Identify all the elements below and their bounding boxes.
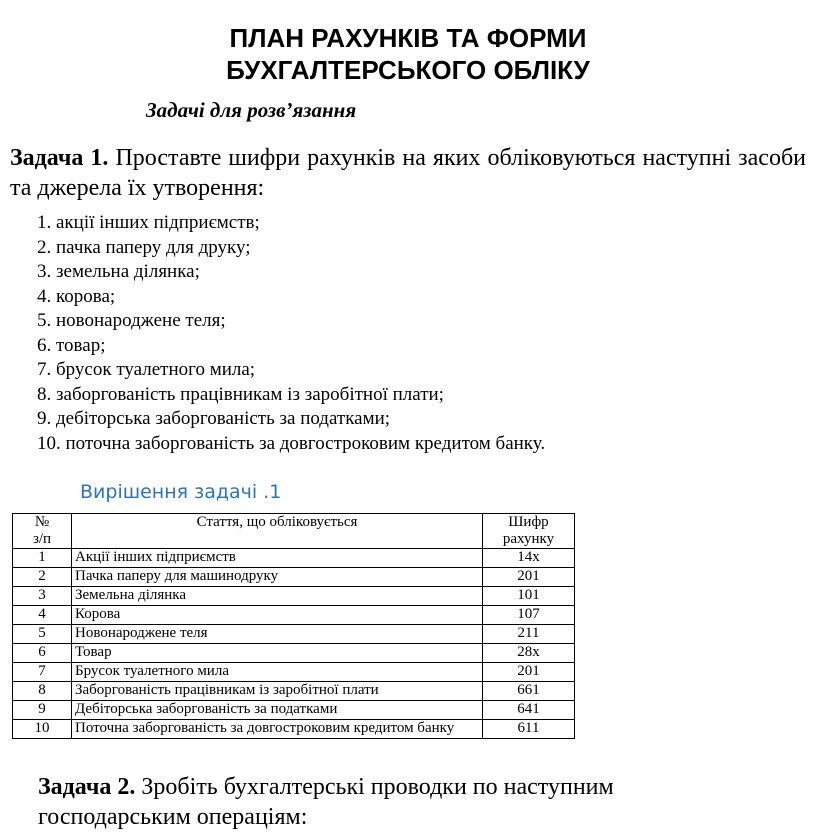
row-number: 5 [13, 625, 72, 644]
row-number: 2 [13, 568, 72, 587]
table-row [13, 720, 575, 739]
list-item: 8. заборгованість працівникам із заробітної плати; [37, 383, 444, 405]
row-account-code: 101 [483, 587, 575, 606]
list-item: 9. дебіторська заборгованість за податками; [37, 408, 391, 429]
task-1-statement [10, 143, 806, 203]
row-item: Заборгованість працівникам із заробітної плати [72, 682, 483, 701]
row-item: Новонароджене теля [72, 625, 483, 644]
row-item: Земельна ділянка [72, 587, 483, 606]
table-row [13, 644, 575, 663]
row-item: Акції інших підприємств [72, 549, 483, 568]
table-row [13, 682, 575, 701]
row-account-code: 611 [483, 720, 575, 739]
table-row [13, 587, 575, 606]
row-account-code: 661 [483, 682, 575, 701]
row-number: 1 [13, 549, 72, 568]
header-number-line-2: з/п [32, 531, 52, 547]
title-line-1: ПЛАН РАХУНКІВ ТА ФОРМИ [229, 23, 587, 53]
table-row [13, 663, 575, 682]
row-account-code: 201 [483, 663, 575, 682]
table-row [13, 549, 575, 568]
table-row [13, 625, 575, 644]
subtitle: Задачі для розв’язання [146, 98, 357, 122]
list-item: 6. товар; [37, 334, 106, 356]
list-item: 10. поточна заборгованість за довгостроковим кредитом банку. [37, 432, 546, 454]
row-number: 10 [13, 720, 72, 739]
table-row [13, 568, 575, 587]
row-account-code: 28х [483, 644, 575, 663]
list-item: 3. земельна ділянка; [37, 261, 200, 282]
table-header [13, 514, 575, 549]
row-item: Товар [72, 644, 483, 663]
row-number: 4 [13, 606, 72, 625]
task-2-label: Задача 2. [38, 774, 136, 800]
page-title [0, 22, 816, 86]
list-item: 4. корова; [37, 285, 116, 307]
task-1-text: Проставте шифри рахунків на яких обліковуються наступні засоби та джерела їх утворення: [10, 145, 806, 201]
task-1-label: Задача 1. [10, 145, 109, 171]
row-account-code: 641 [483, 701, 575, 720]
row-item: Дебіторська заборгованість за податками [72, 701, 483, 720]
list-item: 7. брусок туалетного мила; [37, 359, 256, 380]
row-item: Поточна заборгованість за довгостроковим кредитом банку [72, 720, 483, 739]
row-number: 7 [13, 663, 72, 682]
list-item: 5. новонароджене теля; [37, 310, 226, 331]
solution-heading: Вирішення задачі .1 [80, 481, 282, 503]
header-number [13, 514, 72, 549]
accounts-table [12, 513, 575, 739]
table-row [13, 701, 575, 720]
header-code-line-1: Шифр [508, 514, 549, 530]
title-line-2: БУХГАЛТЕРСЬКОГО ОБЛІКУ [226, 55, 590, 85]
row-number: 9 [13, 701, 72, 720]
row-number: 3 [13, 587, 72, 606]
row-account-code: 201 [483, 568, 575, 587]
header-number-line-1: № [34, 514, 50, 530]
header-code-line-2: рахунку [502, 531, 555, 547]
row-account-code: 14х [483, 549, 575, 568]
row-account-code: 107 [483, 606, 575, 625]
list-item: 2. пачка паперу для друку; [37, 236, 251, 258]
table-row [13, 606, 575, 625]
task-1-items [37, 211, 545, 456]
row-item: Брусок туалетного мила [72, 663, 483, 682]
task-2-statement [38, 772, 678, 832]
row-account-code: 211 [483, 625, 575, 644]
row-number: 8 [13, 682, 72, 701]
row-number: 6 [13, 644, 72, 663]
row-item: Корова [72, 606, 483, 625]
task-2-text: Зробіть бухгалтерські проводки по наступним господарським операціям: [38, 774, 614, 830]
list-item: 1. акції інших підприємств; [37, 212, 260, 233]
header-account-code [483, 514, 575, 549]
header-item: Стаття, що обліковується [72, 514, 483, 549]
table-header-row [13, 514, 575, 549]
row-item: Пачка паперу для машинодруку [72, 568, 483, 587]
